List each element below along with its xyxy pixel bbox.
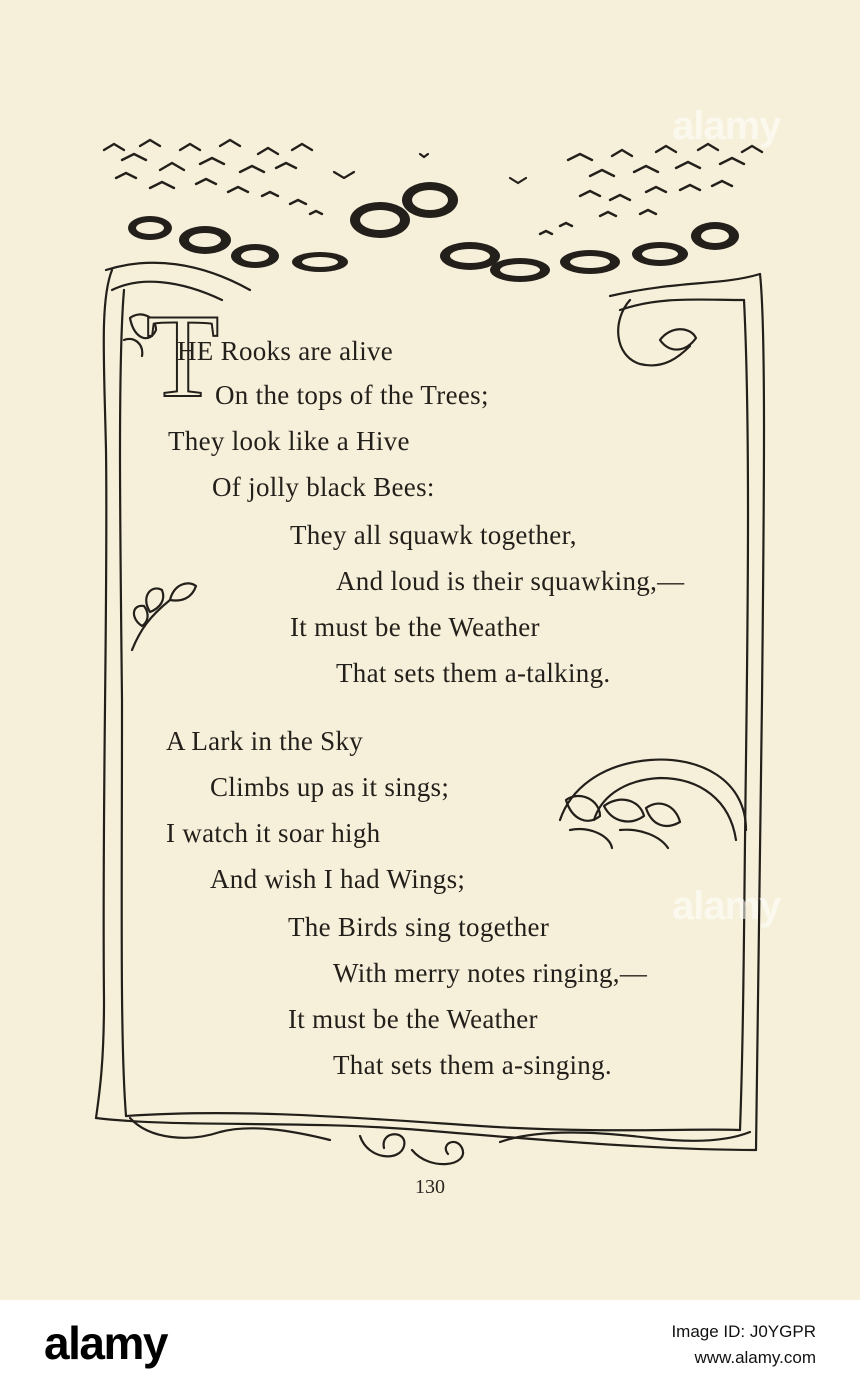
poem-line: Of jolly black Bees: (212, 472, 435, 502)
bottom-scroll (360, 1134, 463, 1164)
poem-line: It must be the Weather (290, 612, 540, 642)
watermark: alamy (672, 104, 781, 148)
poem-line: They all squawk together, (290, 520, 577, 550)
poem-line: And wish I had Wings; (210, 864, 466, 894)
poem-line: HE Rooks are alive (177, 336, 394, 366)
right-curl-inner (594, 778, 736, 840)
poem-line: And loud is their squawking,— (336, 566, 685, 596)
poem-line: I watch it soar high (166, 818, 381, 848)
frame-left-inner (120, 290, 126, 1116)
frame-top-right (610, 274, 760, 310)
poem-line: A Lark in the Sky (166, 726, 364, 756)
page-number: 130 (415, 1176, 445, 1198)
frame-left-outer (96, 270, 112, 1118)
drop-cap-letter: T (146, 289, 220, 422)
poem-line: With merry notes ringing,— (333, 958, 648, 988)
watermark: alamy (672, 884, 781, 928)
image-id-label: Image ID: J0YGPR (671, 1322, 816, 1341)
rooks-flock-left (104, 140, 322, 214)
poem-line: They look like a Hive (168, 426, 410, 456)
rooks-solo (334, 154, 526, 183)
poem-line: It must be the Weather (288, 1004, 538, 1034)
top-right-curl (618, 300, 690, 365)
poem-line: That sets them a-talking. (336, 658, 611, 688)
footer-url: www.alamy.com (694, 1348, 816, 1367)
frame-right-inner (740, 300, 748, 1130)
rooks-flock-right (540, 144, 762, 234)
poem-line: On the tops of the Trees; (215, 380, 489, 410)
poem-line: Climbs up as it sings; (210, 772, 450, 802)
frame-bottom-inner (126, 1113, 740, 1130)
frame-right-outer (756, 274, 764, 1150)
poem-line: That sets them a-singing. (333, 1050, 612, 1080)
footer-logo: alamy (44, 1317, 167, 1369)
bottom-scroll-left (130, 1118, 330, 1140)
poem-line: The Birds sing together (288, 912, 550, 942)
right-leaves (566, 796, 680, 848)
